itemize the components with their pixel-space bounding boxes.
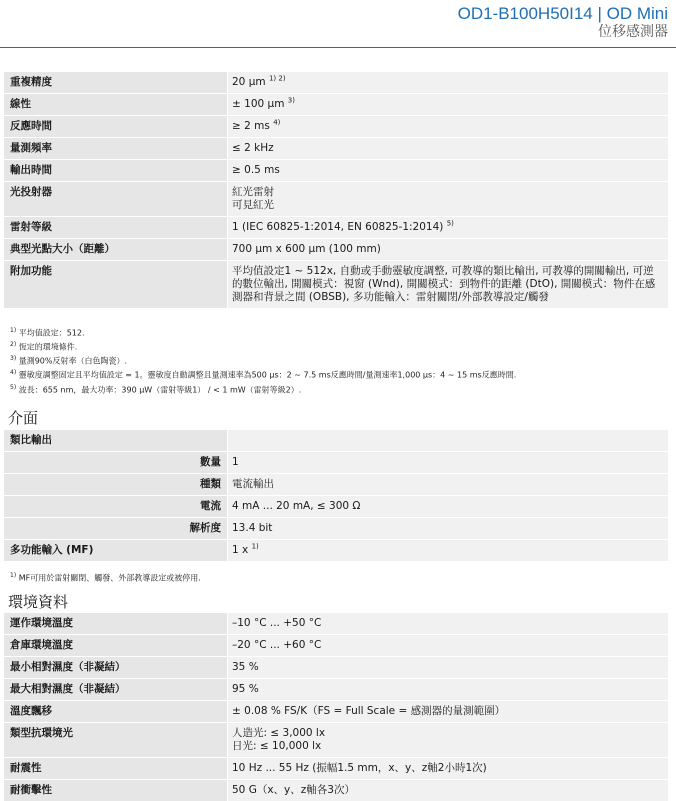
row-label: 運作環境溫度 — [10, 617, 73, 629]
value-text: 紅光雷射 — [232, 186, 274, 198]
table-row — [4, 723, 668, 758]
row-label: 類型抗環境光 — [10, 727, 73, 739]
value-text: 35 % — [232, 661, 259, 673]
value-text: 1 (IEC 60825-1:2014, EN 60825-1:2014) — [232, 221, 444, 233]
row-label: 線性 — [10, 98, 31, 110]
value-text: ≤ 2 kHz — [232, 142, 274, 154]
value-text: 1 — [232, 456, 239, 468]
row-value — [227, 657, 668, 678]
value-text: 人造光: ≤ 3,000 lx — [232, 727, 326, 739]
row-value — [227, 780, 668, 801]
table-row — [4, 701, 668, 723]
footnote-ref: 5) — [446, 219, 454, 228]
footnote — [10, 325, 516, 339]
spec-footnotes — [10, 325, 516, 396]
row-value — [227, 496, 668, 517]
value-text: ± 0.08 % FS/K（FS = Full Scale = 感測器的量測範圍） — [232, 705, 506, 717]
footnote-ref: 1) 2) — [268, 74, 286, 83]
row-label: 最小相對濕度（非凝結） — [10, 661, 126, 673]
table-row — [4, 496, 668, 518]
row-label: 耐震性 — [10, 762, 42, 774]
table-row — [4, 657, 668, 679]
value-text: 平均值設定1 ~ 512x, 自動或手動靈敏度調整, 可教導的類比輸出, 可教導的開關輸出, 可逆的數位輸出, 開關模式：視窗 (Wnd), 開關模式：到物件的距離 (DtO), 開關模式：物件在感測器和背景之間 (OBSB), 多功能輸入：雷射關閉/外部教導設定/觸發 — [232, 265, 656, 303]
table-row — [4, 780, 668, 801]
row-label: 類比輸出 — [10, 434, 52, 446]
table-row — [4, 452, 668, 474]
footnote — [10, 570, 201, 584]
table-row — [4, 239, 668, 261]
row-value — [227, 217, 668, 238]
doc-header — [458, 4, 668, 41]
row-label: 倉庫環境溫度 — [10, 639, 73, 651]
row-value — [227, 701, 668, 722]
footnote-text: 平均值設定：512. — [18, 328, 85, 338]
table-row — [4, 613, 668, 635]
table-row — [4, 160, 668, 182]
row-label: 重複精度 — [10, 76, 52, 88]
row-value — [227, 182, 668, 216]
value-text: 10 Hz ... 55 Hz (振幅1.5 mm，x、y、z軸2小時1次) — [232, 762, 487, 774]
footnote — [10, 382, 516, 396]
footnote-number: 1) — [10, 327, 17, 334]
row-label: 解析度 — [189, 522, 221, 534]
row-label: 雷射等級 — [10, 221, 52, 233]
value-text: ± 100 µm — [232, 98, 285, 110]
spec-table — [4, 72, 668, 308]
footnote-number: 5) — [10, 383, 17, 391]
footnote-ref: 1) — [251, 542, 259, 551]
row-label: 輸出時間 — [10, 164, 52, 176]
footnote-ref: 4) — [273, 118, 281, 127]
row-label: 最大相對濕度（非凝結） — [10, 683, 126, 695]
table-row — [4, 261, 668, 308]
row-value — [227, 723, 668, 757]
value-text: –10 °C ... +50 °C — [232, 617, 322, 629]
table-row — [4, 116, 668, 138]
table-row — [4, 94, 668, 116]
footnote — [10, 339, 516, 353]
footnote-text: 波長：655 nm，最大功率：390 µW（雷射等級1） / < 1 mW（雷射等級2）. — [18, 385, 302, 395]
row-label: 電流 — [200, 500, 221, 512]
row-label: 典型光點大小（距離） — [10, 243, 115, 255]
table-row — [4, 518, 668, 540]
footnote-text: 靈敏度調整固定且平均值設定 = 1。靈敏度自動調整且量測速率為500 µs：2 ~ 7.5 ms反應時間/量測速率1,000 µs：4 ~ 15 ms反應時間. — [18, 371, 517, 381]
table-row — [4, 758, 668, 780]
row-label: 溫度飄移 — [10, 705, 52, 717]
footnote-number: 4) — [10, 369, 17, 377]
row-value — [227, 635, 668, 656]
value-text: 1 x — [232, 544, 249, 556]
table-row — [4, 217, 668, 239]
header-rule — [0, 47, 676, 48]
value-text: –20 °C ... +60 °C — [232, 639, 322, 651]
footnote-number: 1) — [10, 572, 17, 579]
value-text: 13.4 bit — [232, 522, 273, 534]
row-value — [227, 613, 668, 634]
row-value — [227, 116, 668, 137]
value-text-line2: 可見紅光 — [232, 199, 274, 211]
table-row — [4, 430, 668, 452]
row-value — [227, 430, 668, 451]
row-value — [227, 518, 668, 539]
interface-table — [4, 430, 668, 561]
row-value — [227, 138, 668, 159]
row-value — [227, 540, 668, 561]
section-title-environment: 環境資料 — [8, 593, 69, 611]
row-label: 耐衝擊性 — [10, 784, 52, 796]
table-row — [4, 540, 668, 561]
value-text: 700 µm x 600 µm (100 mm) — [232, 243, 381, 255]
footnote-number: 3) — [10, 355, 17, 363]
table-row — [4, 138, 668, 160]
footnote-number: 2) — [10, 341, 17, 349]
table-row — [4, 679, 668, 701]
footnote-text: 量測90%反射率（白色陶瓷）. — [18, 356, 128, 366]
value-text: 50 G（x、y、z軸各3次） — [232, 784, 355, 796]
value-text: 4 mA ... 20 mA, ≤ 300 Ω — [232, 500, 361, 512]
value-text: 20 µm — [232, 76, 266, 88]
row-label: 種類 — [200, 478, 221, 490]
row-label: 多功能輸入 (MF) — [10, 544, 94, 556]
row-value — [227, 679, 668, 700]
row-label: 附加功能 — [10, 265, 52, 277]
row-value — [227, 261, 668, 308]
value-text: ≥ 0.5 ms — [232, 164, 280, 176]
value-text: ≥ 2 ms — [232, 120, 270, 132]
row-label: 量測頻率 — [10, 142, 52, 154]
interface-footnotes — [10, 570, 201, 584]
row-value — [227, 758, 668, 779]
row-value — [227, 239, 668, 260]
value-text: 95 % — [232, 683, 259, 695]
table-row — [4, 635, 668, 657]
footnote-text: 恆定的環境條件. — [18, 342, 78, 352]
row-value — [227, 72, 668, 93]
row-value — [227, 94, 668, 115]
environment-table — [4, 613, 668, 801]
footnote — [10, 367, 516, 381]
footnote — [10, 353, 516, 367]
value-text-line2: 日光: ≤ 10,000 lx — [232, 740, 322, 752]
row-value — [227, 474, 668, 495]
row-label: 數量 — [200, 456, 221, 468]
row-label: 反應時間 — [10, 120, 52, 132]
table-row — [4, 72, 668, 94]
table-row — [4, 474, 668, 496]
row-value — [227, 160, 668, 181]
table-row — [4, 182, 668, 217]
footnote-ref: 3) — [287, 96, 295, 105]
row-label: 光投射器 — [10, 186, 52, 198]
value-text: 電流輸出 — [232, 478, 274, 490]
section-title-interface: 介面 — [8, 409, 39, 427]
product-subtitle: 位移感測器 — [598, 24, 668, 40]
model-title: OD1-B100H50I14 | OD Mini — [457, 4, 668, 23]
row-value — [227, 452, 668, 473]
footnote-text: MF可用於雷射關閉、觸發、外部教導設定或被停用. — [18, 573, 201, 583]
